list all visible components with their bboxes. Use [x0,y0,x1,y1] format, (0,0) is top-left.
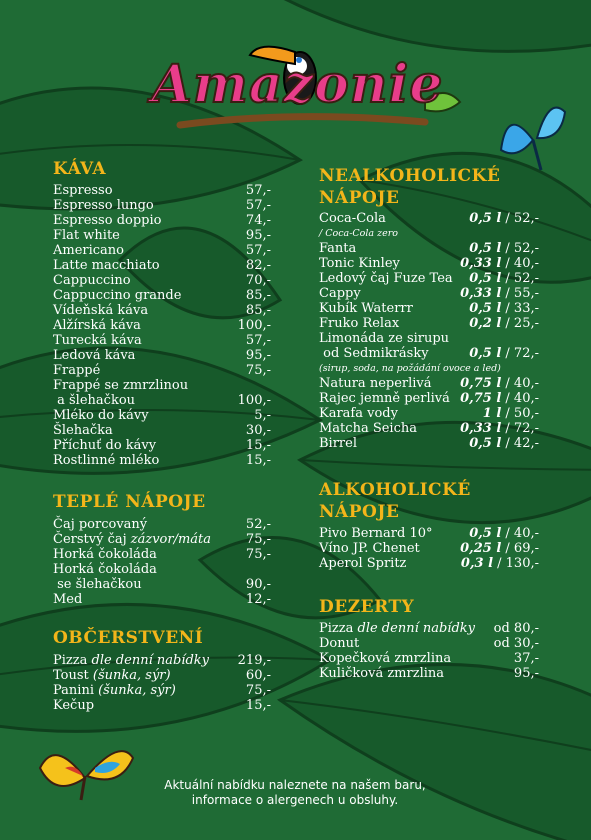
item-price-value: / 55,- [501,286,539,301]
menu-item [53,228,271,243]
item-name [53,213,161,228]
item-name [53,423,113,438]
item-price: 37,- [513,651,539,666]
item-name-text: Espresso doppio [53,213,162,228]
menu-item [53,562,271,577]
item-name-text: Cappuccino grande [53,288,182,303]
item-name [53,698,94,713]
nealko-title-line2: NÁPOJE [319,188,400,208]
item-name [53,562,157,577]
alko-list [319,526,539,571]
item-price-value: / 72,- [501,421,539,436]
menu-item [319,331,539,346]
item-name [53,318,141,333]
menu-item [53,348,271,363]
menu-item [319,301,539,316]
item-name-text: Frappé se zmrzlinou [53,378,189,393]
item-name-text: Pizza [319,621,358,636]
item-detail: dle denní nabídky [91,653,210,668]
item-name-text: Turecká káva [53,333,142,348]
item-detail: (šunka, sýr) [98,683,176,698]
item-name-text: Toust [53,668,93,683]
item-price: 57,- [245,333,271,348]
menu-item [319,526,539,541]
menu-item [319,556,539,571]
menu-item [319,316,539,331]
item-name: Cappy [319,286,361,301]
menu-item [319,391,539,406]
dezerty-list [319,621,539,681]
item-name-text: Cappuccino [53,273,131,288]
item-price-value: / 130,- [493,556,539,571]
section-title-dezerty: DEZERTY [319,597,415,617]
item-name: Matcha Seicha [319,421,417,436]
item-name-text: Pizza [53,653,92,668]
item-quantity: 0,33 l [460,421,502,436]
item-name [319,621,475,636]
item-name-text: Espresso lungo [53,198,154,213]
item-price-value: / 33,- [501,301,539,316]
item-name [53,683,176,698]
menu-item [53,698,271,713]
item-price-value: / 52,- [501,241,539,256]
menu-item [53,288,271,303]
item-name-text: Latte macchiato [53,258,160,273]
teple-napoje-list [53,517,271,607]
item-quantity: 0,5 l [469,436,502,451]
item-price: 95,- [245,228,271,243]
item-name: Ledový čaj Fuze Tea [319,271,453,286]
logo-wordmark: Amazonie [151,54,444,115]
item-price [469,211,539,226]
item-name-text: Vídeňská káva [53,303,149,318]
item-name: Fanta [319,241,357,256]
item-name-text: Donut [319,636,360,651]
item-name-text: Rostlinné mléko [53,453,160,468]
item-name [53,532,211,547]
colorful-butterfly-icon [35,728,135,806]
item-name-text: Čerstvý čaj [53,532,131,547]
item-detail: zázvor/máta [130,532,212,547]
menu-item [319,436,539,451]
alko-title-line1: ALKOHOLICKÉ [319,480,471,500]
item-name-text: Ledová káva [53,348,136,363]
section-title-teple-napoje: TEPLÉ NÁPOJE [53,492,206,512]
item-price: 70,- [245,273,271,288]
item-price [469,316,539,331]
item-price: 82,- [245,258,271,273]
item-name [319,666,444,681]
item-price: od 30,- [493,636,539,651]
item-price [460,286,539,301]
item-price [460,391,539,406]
item-price: 57,- [245,198,271,213]
item-quantity: 0,33 l [460,256,502,271]
item-quantity: 0,2 l [469,316,502,331]
item-price [469,271,539,286]
amazonie-logo [125,30,470,140]
item-name: Pivo Bernard 10° [319,526,433,541]
item-price: 15,- [245,453,271,468]
menu-item [53,393,271,408]
item-name-text: Frappé [53,363,101,378]
item-quantity: 0,5 l [469,346,502,361]
menu-item [53,653,271,668]
item-price: 75,- [245,547,271,562]
item-price-value: / 40,- [501,526,539,541]
item-price: 57,- [245,183,271,198]
item-price-value: / 69,- [501,541,539,556]
item-price: 75,- [245,532,271,547]
item-note: (sirup, soda, na požádání ovoce a led) [319,363,501,374]
item-price-value: / 42,- [501,436,539,451]
nealko-list [319,211,539,451]
item-price: 57,- [245,243,271,258]
item-name-text: Americano [53,243,125,258]
item-name [53,273,131,288]
item-name [53,363,100,378]
item-price: 60,- [245,668,271,683]
menu-item [319,406,539,421]
menu-item [319,346,539,361]
item-price [460,376,539,391]
item-name [53,517,147,532]
menu-item [53,408,271,423]
menu-item [319,271,539,286]
item-price: 219,- [237,653,271,668]
item-name-text: Příchuť do kávy [53,438,157,453]
item-name: Rajec jemně perlivá [319,391,450,406]
item-name-text: se šlehačkou [53,577,142,592]
item-detail: (šunka, sýr) [92,668,171,683]
item-price [469,346,539,361]
menu-item [53,577,271,592]
item-price: 15,- [245,438,271,453]
item-price: 100,- [237,393,271,408]
item-price [460,421,539,436]
item-quantity: 0,5 l [469,241,502,256]
item-name-text: Panini [53,683,99,698]
menu-item [319,376,539,391]
item-name [53,668,171,683]
item-quantity: 0,75 l [460,376,502,391]
item-price [469,436,539,451]
item-price-value: / 40,- [501,391,539,406]
item-name [53,453,159,468]
item-name-text: Kuličková zmrzlina [319,666,445,681]
menu-item [53,318,271,333]
item-price: 85,- [245,288,271,303]
item-price: 95,- [513,666,539,681]
menu-item [319,621,539,636]
item-name-text: Kopečková zmrzlina [319,651,452,666]
item-name [53,653,209,668]
item-name-text: Flat white [53,228,120,243]
menu-item [53,438,271,453]
menu-item [319,421,539,436]
item-quantity: 0,25 l [460,541,502,556]
item-name [53,303,148,318]
item-price [469,301,539,316]
menu-item [319,541,539,556]
menu-item [53,547,271,562]
item-price [460,541,539,556]
item-price: 75,- [245,683,271,698]
item-name [53,438,156,453]
item-price: 52,- [245,517,271,532]
item-price-value: / 25,- [501,316,539,331]
menu-item [319,666,539,681]
item-price: 12,- [245,592,271,607]
menu-item [319,636,539,651]
item-price-value: / 52,- [501,271,539,286]
item-price-value: / 40,- [501,376,539,391]
item-price: 74,- [245,213,271,228]
menu-item [53,258,271,273]
item-name-text: Mléko do kávy [53,408,149,423]
alko-title-line2: NÁPOJE [319,502,400,522]
item-price-value: / 72,- [501,346,539,361]
menu-item [53,683,271,698]
item-quantity: 0,5 l [469,271,502,286]
item-quantity: 0,75 l [460,391,502,406]
item-name-text: Espresso [53,183,113,198]
nealko-title-line1: NEALKOHOLICKÉ [319,166,501,186]
item-price: od 80,- [493,621,539,636]
item-name [53,183,113,198]
item-name: Coca-Cola [319,211,386,226]
item-name [53,393,135,408]
item-name: Kubík Waterrr [319,301,413,316]
item-name: Birrel [319,436,357,451]
item-name: Limonáda ze sirupu [319,331,450,346]
section-title-kava: KÁVA [53,159,107,179]
menu-item [53,303,271,318]
menu-item [53,592,271,607]
menu-item [53,532,271,547]
item-name-text: Horká čokoláda [53,562,157,577]
menu-item [53,198,271,213]
item-name [53,408,149,423]
item-name [53,258,160,273]
item-quantity: 0,3 l [460,556,494,571]
menu-item [53,423,271,438]
menu-item [53,333,271,348]
item-price [483,406,539,421]
item-name [53,228,120,243]
item-name-text: Kečup [53,698,95,713]
item-name-text: Šlehačka [53,423,113,438]
section-title-alko [319,479,539,523]
item-name-text: Med [53,592,83,607]
item-name [53,243,124,258]
menu-item [53,363,271,378]
menu-item [319,286,539,301]
item-price: 90,- [245,577,271,592]
item-price [469,241,539,256]
item-name: Tonic Kinley [319,256,400,271]
item-price-value: / 40,- [501,256,539,271]
item-price: 15,- [245,698,271,713]
item-price: 95,- [245,348,271,363]
item-price-value: / 52,- [501,211,539,226]
item-name: od Sedmikrásky [319,346,429,361]
item-detail: dle denní nabídky [357,621,476,636]
item-name: Aperol Spritz [319,556,407,571]
menu-item [319,211,539,226]
item-name [319,636,359,651]
menu-item [53,378,271,393]
item-name [53,333,142,348]
item-name: Fruko Relax [319,316,400,331]
item-name-text: Horká čokoláda [53,547,157,562]
item-name [53,348,135,363]
item-quantity: 0,5 l [469,526,502,541]
section-title-nealko [319,165,539,209]
item-name-text: a šlehačkou [53,393,136,408]
menu-item [53,517,271,532]
item-name [53,592,82,607]
item-name [53,577,142,592]
item-name: Víno JP. Chenet [319,541,420,556]
item-price: 85,- [245,303,271,318]
item-price [469,526,539,541]
menu-item [53,273,271,288]
item-quantity: 1 l [482,406,502,421]
footer-line2: informace o alergenech u obsluhy. [191,793,399,807]
item-price [460,256,539,271]
footer-line1: Aktuální nabídku naleznete na našem baru, [164,778,426,792]
menu-item [53,453,271,468]
item-price: 100,- [237,318,271,333]
menu-item [53,243,271,258]
menu-item [53,183,271,198]
section-title-obcerstveni: OBČERSTVENÍ [53,628,204,648]
item-quantity: 0,5 l [469,301,502,316]
item-price-value: / 50,- [501,406,539,421]
item-name [53,288,181,303]
item-name-text: Čaj porcovaný [53,517,148,532]
item-price: 75,- [245,363,271,378]
menu-item [319,651,539,666]
kava-list [53,183,271,468]
item-name-text: Alžírská káva [53,318,141,333]
item-note: / Coca-Cola zero [319,228,399,239]
footer-note [130,778,460,808]
menu-item [319,241,539,256]
item-name: Karafa vody [319,406,398,421]
menu-item [53,213,271,228]
item-price: 5,- [254,408,271,423]
menu-item [319,256,539,271]
item-price: 30,- [245,423,271,438]
item-price [461,556,539,571]
item-name: Natura neperlivá [319,376,432,391]
left-column [53,158,271,713]
item-quantity: 0,5 l [469,211,502,226]
item-name [53,547,157,562]
right-column [319,165,539,681]
obcerstveni-list [53,653,271,713]
item-name [53,378,188,393]
item-name [319,651,451,666]
item-name [53,198,154,213]
item-quantity: 0,33 l [460,286,502,301]
menu-item [53,668,271,683]
